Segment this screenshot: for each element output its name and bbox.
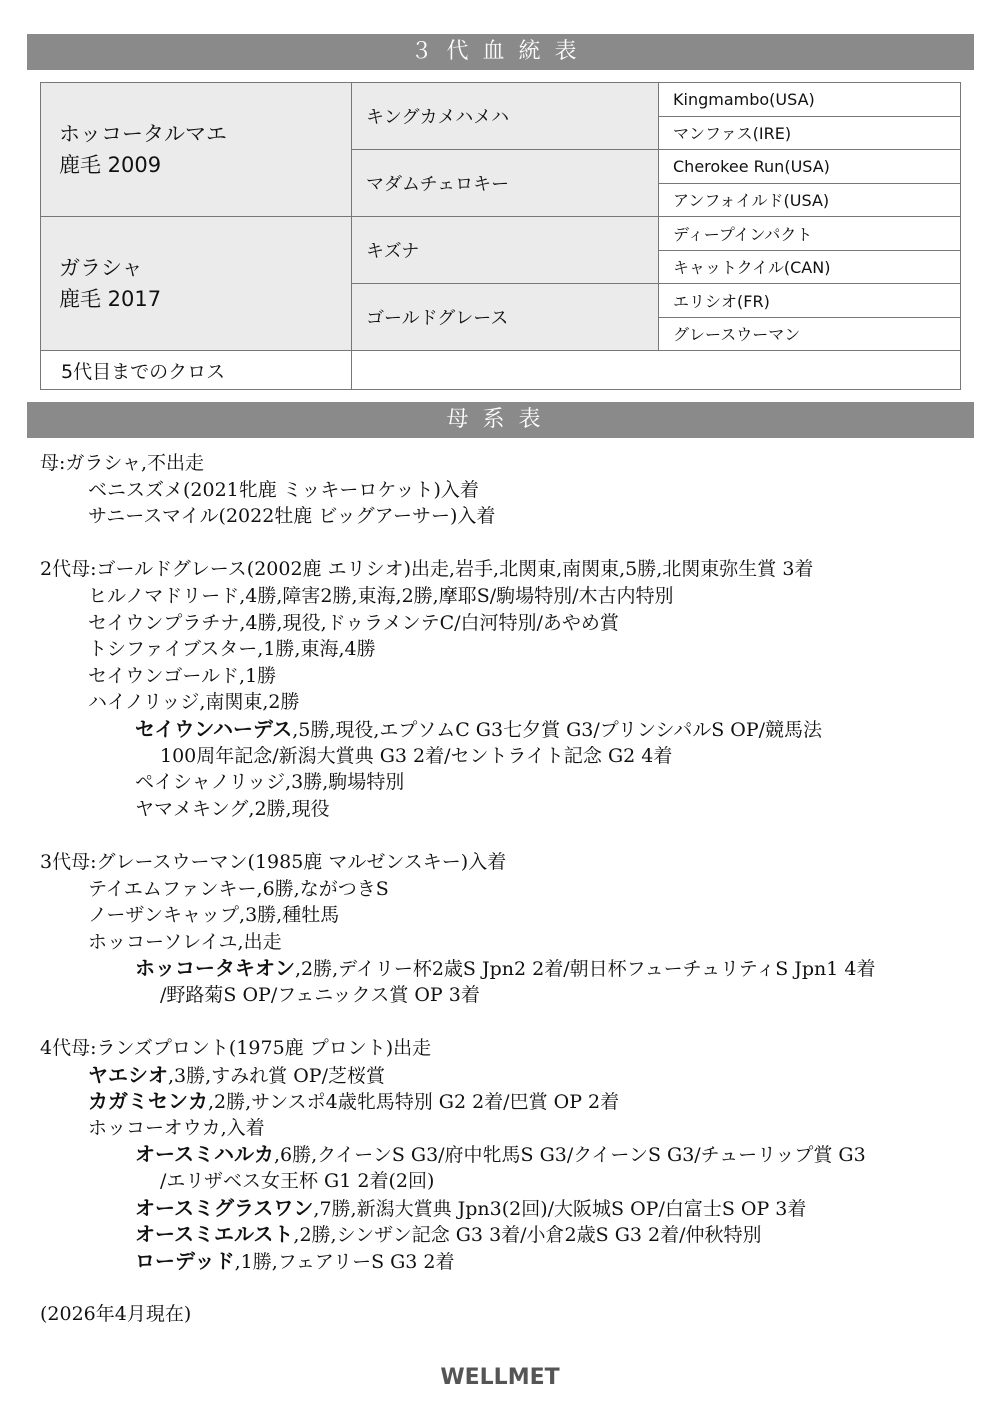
pedigree-table [40,82,961,390]
family-title-bar [27,402,974,438]
progeny-line: ホッコータキオン,2勝,デイリー杯2歳S Jpn2 2着/朝日杯フューチュリティS Jpn1 4着 [135,956,876,981]
progeny-line: セイウンプラチナ,4勝,現役,ドゥラメンテC/白河特別/あやめ賞 [88,611,619,634]
sire-sire-dam: マンファス(IRE) [659,116,961,150]
dam-sire: キズナ [352,217,659,284]
stakes-winner-name: オースミグラスワン [135,1195,314,1220]
progeny-line: ベニスズメ(2021牝鹿 ミッキーロケット)入着 [88,478,479,501]
progeny-line: トシファイブスター,1勝,東海,4勝 [88,638,376,661]
second-dam-line: 2代母:ゴールドグレース(2002鹿 エリシオ)出走,岩手,北関東,南関東,5勝,北関東弥生賞 3着 [40,558,814,581]
dam-dam-dam: グレースウーマン [659,317,961,351]
progeny-line-cont: 100周年記念/新潟大賞典 G3 2着/セントライト記念 G2 4着 [160,744,673,767]
fourth-dam-line: 4代母:ランズプロント(1975鹿 プロント)出走 [40,1037,432,1060]
progeny-line: ホッコーオウカ,入着 [88,1116,265,1139]
progeny-line: ローデッド,1勝,フェアリーS G3 2着 [135,1248,455,1273]
dam-line: 母:ガラシャ,不出走 [40,452,205,474]
progeny-line: ノーザンキャップ,3勝,種牡馬 [88,904,340,927]
progeny-line: サニースマイル(2022牡鹿 ビッグアーサー)入着 [88,505,496,528]
family-title: 母系表 [446,407,555,432]
progeny-line: ヤマメキング,2勝,現役 [135,797,330,820]
progeny-line: オースミエルスト,2勝,シンザン記念 G3 3着/小倉2歳S G3 2着/仲秋特別 [135,1222,762,1247]
progeny-line-cont: /エリザベス女王杯 G1 2着(2回) [160,1170,435,1193]
family-table [40,450,975,1328]
sire-dam-sire: Cherokee Run(USA) [659,150,961,184]
progeny-line: ホッコーソレイユ,出走 [88,930,282,953]
progeny-line: セイウンゴールド,1勝 [88,664,277,687]
progeny-line: ハイノリッジ,南関東,2勝 [88,691,300,714]
progeny-line: オースミグラスワン,7勝,新潟大賞典 Jpn3(2回)/大阪城S OP/白富士S OP 3着 [135,1195,807,1220]
sire-dam-dam: アンフォイルド(USA) [659,183,961,217]
stakes-winner-name: カガミセンカ [88,1089,208,1114]
third-dam-line: 3代母:グレースウーマン(1985鹿 マルゼンスキー)入着 [40,850,507,873]
pedigree-title: ３代血統表 [410,39,591,64]
progeny-line: ヒルノマドリード,4勝,障害2勝,東海,2勝,摩耶S/駒場特別/木古内特別 [88,584,674,607]
sire-dam: マダムチェロキー [352,150,659,217]
stakes-winner-name: ヤエシオ [88,1062,168,1087]
stakes-winner-name: ホッコータキオン [135,956,295,981]
stakes-winner-name: ローデッド [135,1248,235,1273]
progeny-line: ペイシャノリッジ,3勝,駒場特別 [135,771,405,794]
sire-cell [41,83,352,217]
stakes-winner-name: セイウンハーデス [135,716,293,741]
sire-info: 鹿毛 2009 [59,152,162,177]
stakes-winner-name: オースミハルカ [135,1142,274,1167]
dam-sire-sire: ディープインパクト [659,217,961,251]
progeny-line: オースミハルカ,6勝,クイーンS G3/府中牝馬S G3/クイーンS G3/チューリップ賞 G3 [135,1142,866,1167]
progeny-line: ヤエシオ,3勝,すみれ賞 OP/芝桜賞 [88,1062,385,1087]
stakes-winner-name: オースミエルスト [135,1222,294,1247]
cross-label: 5代目までのクロス [41,351,352,390]
sire-sire: キングカメハメハ [352,83,659,150]
dam-dam: ゴールドグレース [352,284,659,351]
cross-value [352,351,961,390]
dam-name: ガラシャ [59,255,143,280]
progeny-line-cont: /野路菊S OP/フェニックス賞 OP 3着 [160,983,480,1006]
dam-dam-sire: エリシオ(FR) [659,284,961,318]
as-of-note: (2026年4月現在) [40,1303,192,1325]
sire-sire-sire: Kingmambo(USA) [659,83,961,117]
progeny-line: カガミセンカ,2勝,サンスポ4歳牝馬特別 G2 2着/巴賞 OP 2着 [88,1089,620,1114]
wellmet-logo: WELLMET [440,1365,560,1390]
sire-name: ホッコータルマエ [59,121,227,146]
dam-info: 鹿毛 2017 [59,286,162,311]
progeny-line: テイエムファンキー,6勝,ながつきS [88,877,389,900]
progeny-line: セイウンハーデス,5勝,現役,エプソムC G3七夕賞 G3/プリンシパルS OP/競馬法 [135,716,823,741]
dam-cell [41,217,352,351]
dam-sire-dam: キャットクイル(CAN) [659,250,961,284]
pedigree-title-bar [27,34,974,70]
